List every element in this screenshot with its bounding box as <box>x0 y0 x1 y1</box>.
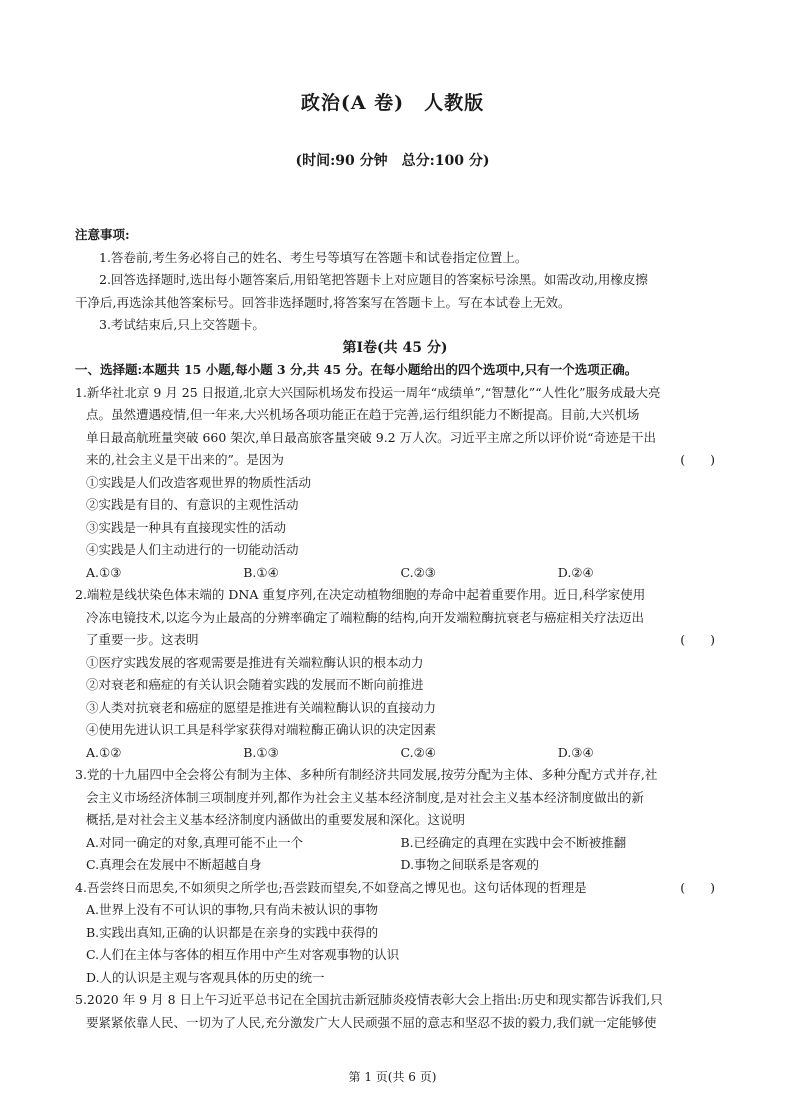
option-c: C.人们在主体与客体的相互作用中产生对客观事物的认识 <box>86 947 400 962</box>
question-stem-line <box>75 629 715 652</box>
option-a: A.①③ <box>86 564 122 580</box>
part-title: 第Ⅰ卷(共 45 分) <box>342 339 448 356</box>
option-c: C.真理会在发展中不断超越自身 <box>86 857 262 872</box>
option-d: D.事物之间联系是客观的 <box>400 857 540 872</box>
question-stem-line: 会主义市场经济体制三项制度并列,都作为社会主义基本经济制度,是对社会主义基本经济制度做出的新 <box>86 789 644 805</box>
answer-bracket: ( ) <box>680 879 715 895</box>
option-d: D.③④ <box>557 744 594 760</box>
notice-line: 1.答卷前,考生务必将自己的姓名、考生号等填写在答题卡和试卷指定位置上。 <box>99 249 528 265</box>
question-stem-line: 要紧紧依靠人民、一切为了人民,充分激发广大人民顽强不屈的意志和坚忍不拔的毅力,我们就一定能够使 <box>86 1014 657 1030</box>
option-b: B.实践出真知,正确的认识都是在亲身的实践中获得的 <box>86 924 379 940</box>
statement: ①实践是人们改造客观世界的物质性活动 <box>86 474 312 490</box>
question-stem-line: 2.端粒是线状染色体末端的 DNA 重复序列,在决定动植物细胞的寿命中起着重要作用。近日,科学家使用 <box>75 587 646 602</box>
option-b: B.①④ <box>243 564 279 580</box>
notice-line: 3.考试结束后,只上交答题卡。 <box>99 317 265 332</box>
notice-line: 干净后,再选涂其他答案标号。回答非选择题时,将答案写在答题卡上。写在本试卷上无效。 <box>75 294 571 310</box>
exam-title: 政治(A 卷) 人教版 <box>300 92 485 114</box>
exam-subtitle: (时间:90 分钟 总分:100 分) <box>295 153 490 169</box>
question-stem-text: 了重要一步。这表明 <box>86 632 199 647</box>
answer-bracket: ( ) <box>680 632 715 647</box>
statement: ③人类对抗衰老和癌症的愿望是推进有关端粒酶认识的直接动力 <box>86 699 437 715</box>
statement: ②对衰老和癌症的有关认识会随着实践的发展而不断向前推进 <box>86 677 424 692</box>
question-stem-line: 冷冻电镜技术,以迄今为止最高的分辨率确定了端粒酶的结构,向开发端粒酶抗衰老与癌症相关疗法迈出 <box>86 609 644 625</box>
statement: ③实践是一种具有直接现实性的活动 <box>86 519 287 535</box>
statement: ④使用先进认识工具是科学家获得对端粒酶正确认识的决定因素 <box>86 722 437 737</box>
page-number: 第 1 页(共 6 页) <box>348 1070 437 1084</box>
statement: ④实践是人们主动进行的一切能动活动 <box>86 542 299 557</box>
question-stem-line <box>75 449 715 472</box>
question-stem-line: 点。虽然遭遇疫情,但一年来,大兴机场各项功能正在趋于完善,运行组织能力不断提高。目前,大兴机场 <box>86 407 640 422</box>
option-a: A.世界上没有不可认识的事物,只有尚未被认识的事物 <box>86 902 378 917</box>
notice-line: 2.回答选择题时,选出每小题答案后,用铅笔把答题卡上对应题目的答案标号涂黑。如需改动,用橡皮擦 <box>99 272 648 287</box>
option-b: B.①③ <box>243 744 279 760</box>
question-stem-text: 来的,社会主义是干出来的”。是因为 <box>86 452 284 467</box>
question-stem-line: 概括,是对社会主义基本经济制度内涵做出的重要发展和深化。这说明 <box>86 812 465 827</box>
option-a: A.①② <box>86 744 122 760</box>
question-stem-line: 1.新华社北京 9 月 25 日报道,北京大兴国际机场发布投运一周年“成绩单”,“智慧化”“人性化”服务成最大亮 <box>75 384 661 400</box>
statement: ①医疗实践发展的客观需要是推进有关端粒酶认识的根本动力 <box>86 654 424 670</box>
question-stem-line <box>75 877 715 900</box>
option-row <box>75 854 715 877</box>
section-heading: 一、选择题:本题共 15 小题,每小题 3 分,共 45 分。在每小题给出的四个选项中,只有一个选项正确。 <box>75 362 638 377</box>
question-stem-line: 5.2020 年 9 月 8 日上午习近平总书记在全国抗击新冠肺炎疫情表彰大会上指出:历史和现实都告诉我们,只 <box>75 992 663 1007</box>
option-a: A.对同一确定的对象,真理可能不止一个 <box>86 834 303 850</box>
answer-bracket: ( ) <box>680 452 715 467</box>
option-c: C.②③ <box>400 564 437 580</box>
question-stem-line: 单日最高航班量突破 660 架次,单日最高旅客量突破 9.2 万人次。习近平主席之所以评价说“奇迹是干出 <box>86 429 656 445</box>
option-row <box>75 562 715 585</box>
option-d: D.②④ <box>557 564 594 580</box>
option-row <box>75 832 715 855</box>
option-row <box>75 742 715 765</box>
option-c: C.②④ <box>400 744 437 760</box>
option-b: B.已经确定的真理在实践中会不断被推翻 <box>400 834 627 850</box>
question-stem-text: 4.吾尝终日而思矣,不如须臾之所学也;吾尝跂而望矣,不如登高之博见也。这句话体现的哲理是 <box>75 879 587 895</box>
exam-content <box>75 224 715 1034</box>
option-d: D.人的认识是主观与客观具体的历史的统一 <box>86 969 325 985</box>
statement: ②实践是有目的、有意识的主观性活动 <box>86 497 299 512</box>
notice-heading: 注意事项: <box>75 227 130 242</box>
question-stem-line: 3.党的十九届四中全会将公有制为主体、多种所有制经济共同发展,按劳分配为主体、多种分配方式并存,社 <box>75 767 658 782</box>
